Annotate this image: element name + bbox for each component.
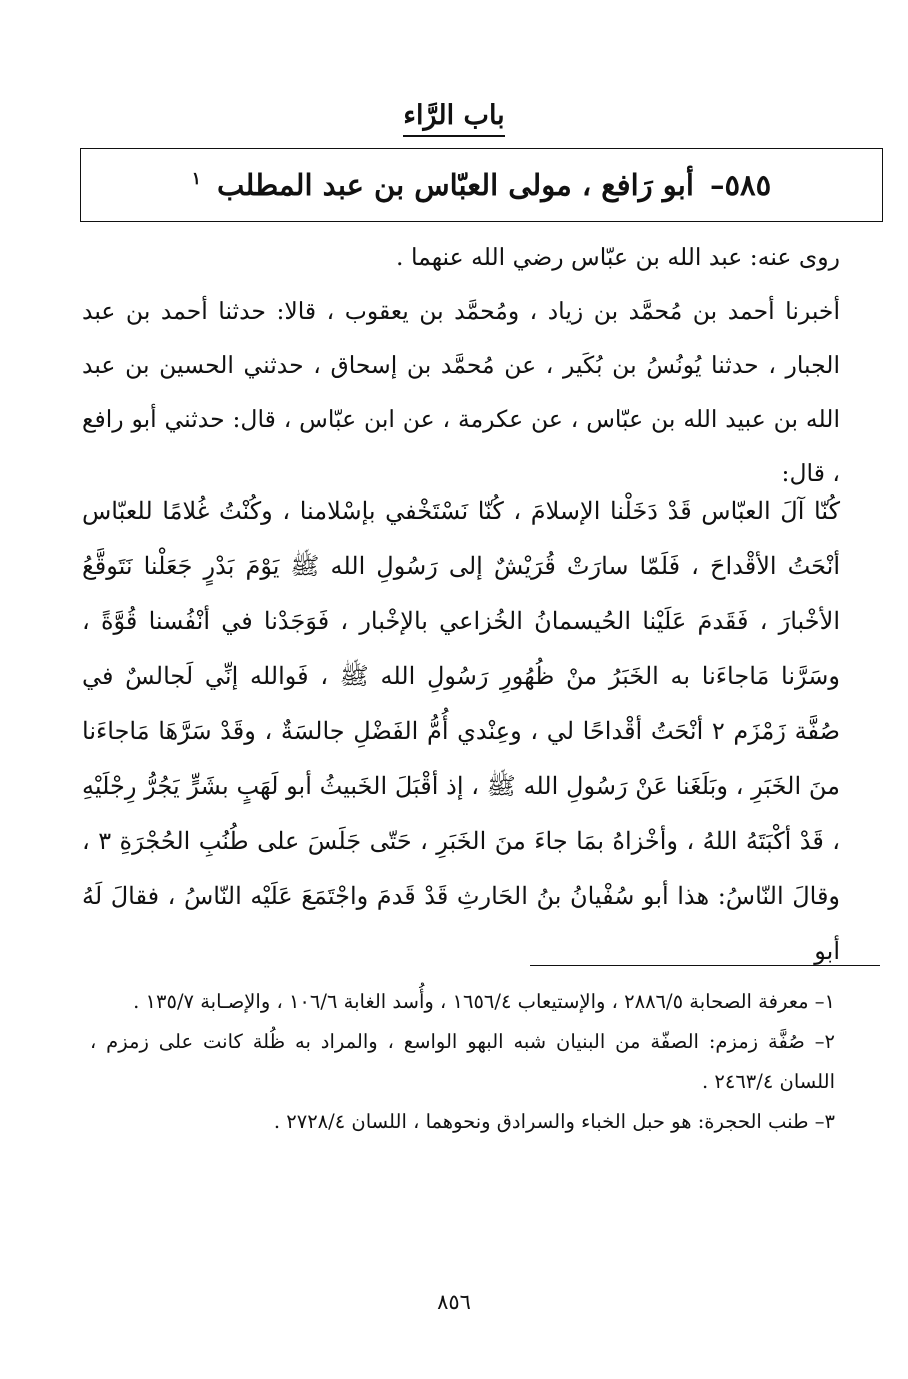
narration-text [82, 484, 840, 979]
footnote-3: ٣– طنب الحجرة: هو حبل الخباء والسرادق ونحوهما ، اللسان ٢٧٢٨/٤ . [273, 1110, 835, 1133]
narrated-from-line: روى عنه: عبد الله بن عبّاس رضي الله عنهما . [396, 243, 840, 271]
entry-footnote-ref: ١ [191, 169, 201, 190]
narration-paragraph: كُنّا آلَ العبّاس قَدْ دَخَلْنا الإسلامَ ، كُنّا نَسْتَخْفي بإسْلامنا ، وكُنْتُ غُلامًا للعبّاس أنْحَتُ الأقْداحَ ، فَلَمّا سارَتْ قُرَيْشٌ إلى رَسُولِ الله ﷺ يَوْمَ بَدْرٍ جَعَلْنا نَتَوقَّعُ الأخْبارَ ، فَقَدمَ عَلَيْنا الحُيسمانُ الخُزاعي بالإخْبار ، فَوَجَدْنا في أنْفُسنا قُوَّةً ، وسَرَّنا مَاجاءَنا به الخَبَرُ منْ ظُهُورِ رَسُولِ الله ﷺ ، فَوالله إنِّي لَجالسٌ في صُفَّة زَمْزَم ٢ أنْحَتُ أقْداحًا لي ، وعِنْدي أُمُّ الفَضْلِ جالسَةٌ ، وقَدْ سَرَّهَا مَاجاءَنا منَ الخَبَرِ ، وبَلَغَنا عَنْ رَسُولِ الله ﷺ ، إذ أقْبَلَ الخَبيثُ أبو لَهَبٍ بشَرٍّ يَجُرُّ رِجْلَيْهِ ، قَدْ أكْبَتَهُ اللهُ ، وأخْزاهُ بمَا جاءَ منَ الخَبَرِ ، حَتّى جَلَسَ على طُنُبِ الحُجْرَةِ ٣ ، وقالَ النّاسُ: هذا أبو سُفْيانُ بنُ الحَارثِ قَدْ قَدمَ واجْتَمَعَ عَلَيْه النّاسُ ، فقالَ لَهُ أبو [82, 497, 840, 965]
chapter-title [0, 100, 908, 137]
footnote-divider [530, 965, 880, 966]
entry-title: أبو رَافع ، مولى العبّاس بن عبد المطلب [217, 168, 694, 202]
footnotes [90, 982, 835, 1142]
footnote-2: ٢– صُفَّة زمزم: الصفّة من البنيان شبه البهو الواسع ، والمراد به ظُلة كانت على زمزم ، اللسان ٢٤٦٣/٤ . [90, 1030, 835, 1093]
entry-number: ٥٨٥– [709, 168, 772, 202]
chapter-title-text: باب الرَّاء [403, 100, 504, 137]
isnad-chain: أخبرنا أحمد بن مُحمَّد بن زياد ، ومُحمَّد بن يعقوب ، قالا: حدثنا أحمد بن عبد الجبار ، حدثنا يُونُسُ بن بُكَير ، عن مُحمَّد بن إسحاق ، حدثني الحسين بن عبد الله بن عبيد الله بن عبّاس ، عن عكرمة ، عن ابن عبّاس ، قال: حدثني أبو رافع ، قال: [82, 297, 840, 487]
isnad-section [82, 230, 840, 500]
entry-heading [192, 168, 771, 202]
footnote-1: ١– معرفة الصحابة ٢٨٨٦/٥ ، والإستيعاب ١٦٥٦/٤ ، وأُسد الغابة ١٠٦/٦ ، والإصـابة ١٣٥/٧ . [133, 990, 835, 1013]
page-number: ٨٥٦ [437, 1290, 471, 1314]
entry-heading-box [80, 148, 883, 222]
